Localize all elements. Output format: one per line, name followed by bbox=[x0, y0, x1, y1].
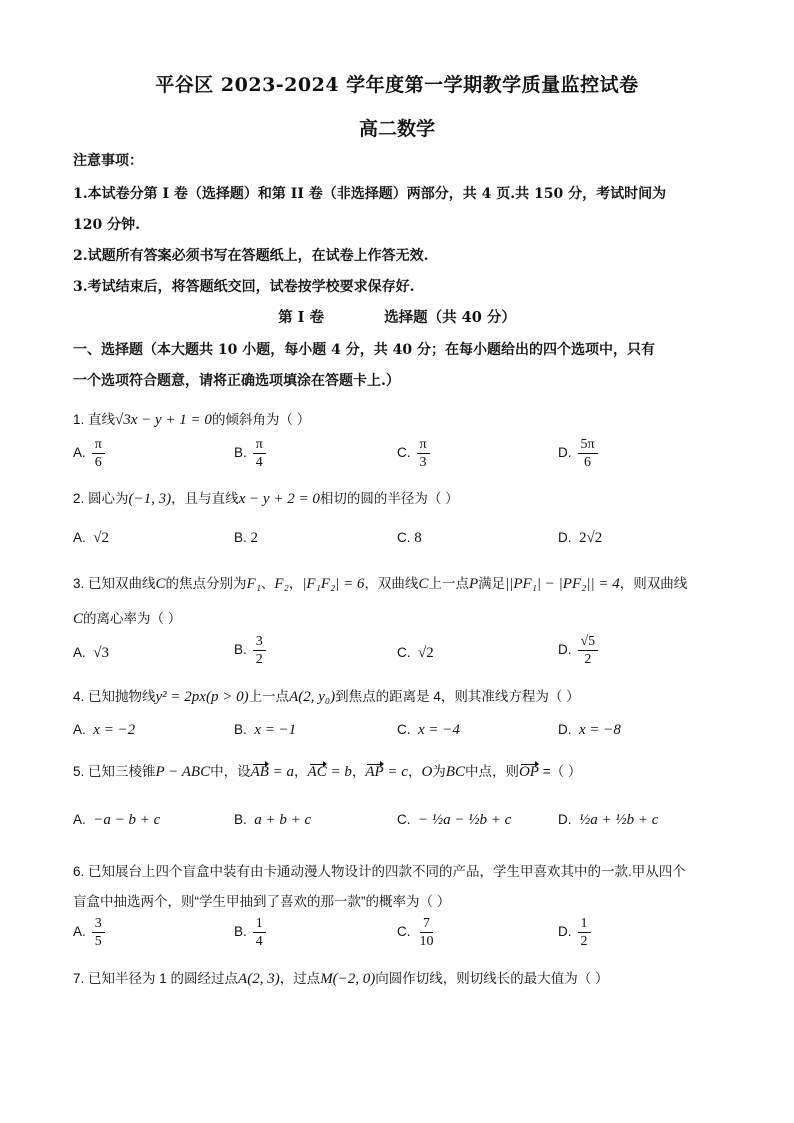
question-3-option-d: D. $\frac{√5}{2}$ bbox=[558, 633, 598, 668]
question-6-option-d: D. $\frac{1}{2}$ bbox=[558, 915, 591, 950]
question-2-option-b: B. 2 bbox=[234, 530, 259, 546]
question-5-stem: 5. 已知三棱锥P − ABC中，设AB = a，AC = b，AP = c，O为BC中点，则OP =（ ） bbox=[73, 764, 582, 780]
question-1-option-a: A. $\frac{\pi}{6}$ bbox=[73, 436, 105, 471]
question-2-option-c: C. 8 bbox=[397, 530, 422, 546]
question-4-option-c: C. x = −4 bbox=[397, 722, 460, 738]
question-3-stem-line2: C的离心率为（ ） bbox=[73, 611, 182, 627]
notice-item-1a: 1.本试卷分第 I 卷（选择题）和第 II 卷（非选择题）两部分，共 4 页.共 150 分，考试时间为 bbox=[73, 186, 667, 202]
section-heading bbox=[0, 306, 794, 327]
question-6-option-b: B. $\frac{1}{4}$ bbox=[234, 915, 266, 950]
question-3-option-a: A. √3 bbox=[73, 645, 110, 661]
question-3-option-b: B. $\frac{3}{2}$ bbox=[234, 633, 266, 668]
exam-title: 平谷区 2023-2024 学年度第一学期教学质量监控试卷 bbox=[155, 74, 639, 96]
question-5-option-a: A. −a − b + c bbox=[73, 812, 161, 828]
part-title: 选择题（共 40 分） bbox=[384, 309, 516, 326]
question-6-option-c: C. $\frac{7}{10}$ bbox=[397, 916, 434, 949]
question-5-option-c: C. − ½a − ½b + c bbox=[397, 812, 512, 828]
section-instruction-b: 一个选项符合题意，请将正确选项填涂在答题卡上.） bbox=[73, 373, 400, 389]
question-2-option-d: D. 2√2 bbox=[558, 530, 603, 546]
question-2-option-a: A. √2 bbox=[73, 530, 110, 546]
question-6-stem-line2: 盲盒中抽选两个，则“学生甲抽到了喜欢的那一款”的概率为（ ） bbox=[73, 894, 451, 909]
question-7-stem: 7. 已知半径为 1 的圆经过点A(2, 3)，过点M(−2, 0)向圆作切线，则切线长的最大值为（ ） bbox=[73, 971, 609, 987]
question-4-option-a: A. x = −2 bbox=[73, 722, 136, 738]
question-4-option-d: D. x = −8 bbox=[558, 722, 621, 738]
question-1-equation: √3x − y + 1 = 0 bbox=[115, 412, 212, 428]
section-instruction-a: 一、选择题（本大题共 10 小题，每小题 4 分，共 40 分；在每小题给出的四个选项中，只有 bbox=[73, 342, 655, 358]
exam-subtitle: 高二数学 bbox=[358, 118, 435, 140]
notice-heading: 注意事项： bbox=[73, 153, 143, 169]
question-3-stem-line1: 3. 已知双曲线C的焦点分别为F₁、F₂，|F₁F₂| = 6，双曲线C上一点P满足||PF₁| − |PF₂|| = 4，则双曲线 bbox=[73, 576, 688, 592]
question-2-stem: 2. 圆心为(−1, 3)，且与直线x − y + 2 = 0相切的圆的半径为（ ） bbox=[73, 491, 459, 507]
question-3-option-c: C. √2 bbox=[397, 645, 434, 661]
question-1-option-d: D. $\frac{5\pi}{6}$ bbox=[558, 436, 598, 471]
notice-item-2: 2.试题所有答案必须书写在答题纸上，在试卷上作答无效. bbox=[73, 248, 429, 264]
question-4-option-b: B. x = −1 bbox=[234, 722, 297, 738]
notice-item-1b: 120 分钟. bbox=[73, 217, 140, 233]
notice-item-3: 3.考试结束后，将答题纸交回，试卷按学校要求保存好. bbox=[73, 279, 415, 295]
question-1-option-c: C. $\frac{\pi}{3}$ bbox=[397, 436, 430, 471]
question-6-stem-line1: 6. 已知展台上四个盲盒中装有由卡通动漫人物设计的四款不同的产品，学生甲喜欢其中的一款.甲从四个 bbox=[73, 864, 686, 879]
question-6-option-a: A. $\frac{3}{5}$ bbox=[73, 915, 105, 950]
question-5-option-b: B. a + b + c bbox=[234, 812, 312, 828]
question-1-option-b: B. $\frac{\pi}{4}$ bbox=[234, 436, 266, 471]
part-label: 第 I 卷 bbox=[278, 309, 324, 326]
question-1-stem: 1. 直线√3x − y + 1 = 0的倾斜角为（ ） bbox=[73, 412, 311, 428]
question-5-option-d: D. ½a + ½b + c bbox=[558, 812, 659, 828]
question-4-stem: 4. 已知抛物线y² = 2px(p > 0)上一点A(2, y₀)到焦点的距离是 4，则其准线方程为（ ） bbox=[73, 689, 580, 705]
